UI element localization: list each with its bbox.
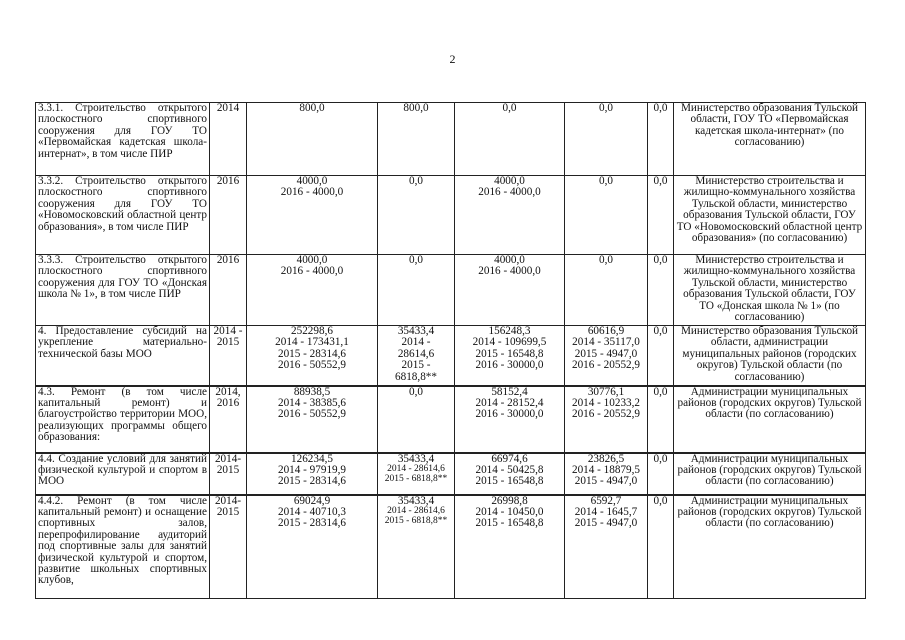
term-cell: 2014 - 2015 — [210, 326, 247, 386]
regional-cell-line: 2015 - 16548,8 — [475, 517, 544, 530]
total-cell-line: 2016 - 50552,9 — [277, 359, 347, 372]
executor-cell: Администрации муниципальных районов (городских округов) Тульской области (по согласованию) — [674, 386, 866, 453]
federal-cell-line: 35433,4 — [397, 325, 435, 337]
local-cell-line: 23826,5 — [587, 452, 625, 465]
regional-cell-line: 2016 - 4000,0 — [478, 265, 541, 278]
local-cell-line: 6592,7 — [590, 494, 622, 507]
federal-cell — [378, 176, 455, 255]
federal-cell-line: 2014 - 28614,6 — [387, 505, 445, 516]
federal-cell — [378, 103, 455, 176]
federal-cell — [378, 386, 455, 453]
federal-cell-line: 2015 - 6818,8** — [384, 515, 448, 526]
total-cell — [247, 386, 378, 453]
activity-name-cell: 4. Предоставление субсидий на укрепление материально-технической базы МОО — [36, 326, 210, 386]
local-cell-line: 2015 - 4947,0 — [574, 475, 638, 488]
activity-name-cell: 3.3.1. Строительство открытого плоскостного спортивного сооружения для ГОУ ТО «Первомайская кадетская школа-интернат», в том числе ПИР — [36, 103, 210, 176]
other-sources-cell: 0,0 — [648, 255, 674, 326]
regional-cell-line: 58152,4 — [491, 385, 528, 398]
total-cell-line: 88938,5 — [293, 385, 331, 398]
total-cell-line: 2015 - 28314,6 — [277, 475, 347, 488]
local-cell-line: 60616,9 — [587, 325, 625, 337]
total-cell-line: 69024,9 — [293, 494, 331, 507]
other-sources-cell: 0,0 — [648, 453, 674, 495]
term-cell: 2014-2015 — [210, 495, 247, 599]
total-cell-line: 2014 - 173431,1 — [275, 336, 349, 349]
regional-cell — [455, 176, 565, 255]
local-cell-line: 0,0 — [599, 102, 613, 114]
executor-cell: Министерство образования Тульской области, ГОУ ТО «Первомайская кадетская школа-интернат» (по согласованию) — [674, 103, 866, 176]
federal-cell-line: 2014 - — [401, 336, 431, 349]
federal-cell-line: 2014 - 28614,6 — [387, 463, 445, 474]
total-cell — [247, 495, 378, 599]
table-row — [36, 176, 866, 255]
federal-cell — [378, 255, 455, 326]
executor-cell: Министерство строительства и жилищно-коммунального хозяйства Тульской области, министерство образования Тульской области, ГОУ ТО «Новомосковский областной центр образования» (по согласованию) — [674, 176, 866, 255]
regional-cell-line: 2016 - 30000,0 — [475, 359, 544, 372]
regional-cell — [455, 386, 565, 453]
regional-cell-line: 26998,8 — [491, 494, 528, 507]
table-row — [36, 103, 866, 176]
regional-cell — [455, 453, 565, 495]
table-row — [36, 255, 866, 326]
local-cell-line: 0,0 — [599, 175, 613, 187]
federal-cell-line: 0,0 — [409, 175, 423, 187]
local-cell-line: 2014 - 10233,2 — [571, 396, 641, 409]
total-cell-line: 2016 - 4000,0 — [280, 186, 344, 199]
activity-name-cell: 3.3.3. Строительство открытого плоскостного спортивного сооружения для ГОУ ТО «Донская школа № 1», в том числе ПИР — [36, 255, 210, 326]
local-cell-line: 2015 - 4947,0 — [574, 517, 638, 530]
regional-cell-line: 2014 - 50425,8 — [475, 463, 544, 476]
total-cell-line: 126234,5 — [291, 452, 333, 465]
other-sources-cell: 0,0 — [648, 326, 674, 386]
other-sources-cell: 0,0 — [648, 386, 674, 453]
local-cell — [565, 255, 648, 326]
regional-cell — [455, 103, 565, 176]
local-cell-line: 2014 - 1645,7 — [574, 505, 638, 518]
regional-cell-line: 2015 - 16548,8 — [475, 475, 544, 488]
table-row — [36, 495, 866, 599]
total-cell — [247, 255, 378, 326]
total-cell-line: 252298,6 — [291, 325, 333, 337]
total-cell — [247, 453, 378, 495]
regional-cell-line: 2014 - 28152,4 — [475, 396, 544, 409]
activity-name-cell: 3.3.2. Строительство открытого плоскостного спортивного сооружения для ГОУ ТО «Новомосковский областной центр образования», в том числе ПИР — [36, 176, 210, 255]
regional-cell-line: 4000,0 — [494, 254, 525, 266]
executor-cell: Администрации муниципальных районов (городских округов) Тульской области (по согласованию) — [674, 495, 866, 599]
activity-name-cell: 4.4.2. Ремонт (в том числе капитальный ремонт) и оснащение спортивных залов, перепрофилирование аудиторий под спортивные залы для занятий физической культурой и спортом, развитие школьных спортивных клубов, — [36, 495, 210, 599]
local-cell — [565, 386, 648, 453]
local-cell-line: 0,0 — [599, 254, 613, 266]
regional-cell-line: 2015 - 16548,8 — [475, 347, 544, 360]
federal-cell-line: 2015 - — [401, 359, 431, 372]
table-row — [36, 386, 866, 453]
local-cell-line: 2014 - 35117,0 — [572, 336, 640, 349]
total-cell-line: 2014 - 38385,6 — [277, 396, 347, 409]
federal-cell — [378, 453, 455, 495]
executor-cell: Министерство строительства и жилищно-коммунального хозяйства Тульской области, министерство образования Тульской области, ГОУ ТО «Донская школа № 1» (по согласованию) — [674, 255, 866, 326]
total-cell-line: 2015 - 28314,6 — [277, 347, 347, 360]
total-cell-line: 2016 - 4000,0 — [280, 265, 344, 278]
table-body — [36, 103, 866, 599]
total-cell-line: 2014 - 97919,9 — [277, 463, 347, 476]
activity-name-cell: 4.3. Ремонт (в том числе капитальный ремонт) и благоустройство территории МОО, реализующих программы общего образования: — [36, 386, 210, 453]
local-cell — [565, 495, 648, 599]
local-cell-line: 2016 - 20552,9 — [571, 359, 641, 372]
federal-cell-line: 35433,4 — [397, 494, 435, 507]
regional-cell-line: 156248,3 — [488, 325, 531, 337]
federal-cell-line: 35433,4 — [397, 452, 435, 465]
local-cell — [565, 326, 648, 386]
other-sources-cell: 0,0 — [648, 176, 674, 255]
total-cell-line: 4000,0 — [296, 254, 328, 266]
regional-cell-line: 2016 - 4000,0 — [478, 186, 541, 199]
total-cell — [247, 176, 378, 255]
other-sources-cell: 0,0 — [648, 103, 674, 176]
regional-cell-line: 2016 - 30000,0 — [475, 408, 544, 421]
regional-cell-line: 0,0 — [502, 102, 517, 114]
federal-cell-line: 0,0 — [409, 254, 423, 266]
executor-cell: Администрации муниципальных районов (городских округов) Тульской области (по согласованию) — [674, 453, 866, 495]
regional-cell-line: 4000,0 — [494, 175, 525, 187]
executor-cell: Министерство образования Тульской области, администрации муниципальных районов (городских округов) Тульской области (по согласованию) — [674, 326, 866, 386]
federal-cell-line: 2015 - 6818,8** — [384, 473, 448, 484]
regional-cell-line: 66974,6 — [491, 452, 528, 465]
regional-cell-line: 2014 - 109699,5 — [472, 336, 547, 349]
term-cell: 2014 — [210, 103, 247, 176]
activity-name-cell: 4.4. Создание условий для занятий физической культурой и спортом в МОО — [36, 453, 210, 495]
local-cell-line: 2016 - 20552,9 — [571, 408, 641, 421]
federal-cell-line: 28614,6 — [397, 347, 435, 360]
regional-cell — [455, 326, 565, 386]
federal-cell-line: 0,0 — [409, 385, 423, 398]
budget-table — [35, 102, 866, 599]
page-number: 2 — [449, 52, 456, 66]
local-cell — [565, 176, 648, 255]
local-cell-line: 2015 - 4947,0 — [574, 347, 638, 360]
term-cell: 2014-2015 — [210, 453, 247, 495]
total-cell-line: 2015 - 28314,6 — [277, 517, 347, 530]
term-cell: 2016 — [210, 176, 247, 255]
table-row — [36, 453, 866, 495]
total-cell-line: 800,0 — [299, 102, 325, 114]
term-cell: 2016 — [210, 255, 247, 326]
table-row — [36, 326, 866, 386]
federal-cell-line: 800,0 — [403, 102, 429, 114]
federal-cell-line: 6818,8** — [395, 370, 437, 383]
local-cell — [565, 453, 648, 495]
local-cell-line: 2014 - 18879,5 — [571, 463, 641, 476]
regional-cell-line: 2014 - 10450,0 — [475, 505, 544, 518]
federal-cell — [378, 495, 455, 599]
term-cell: 2014, 2016 — [210, 386, 247, 453]
regional-cell — [455, 255, 565, 326]
total-cell-line: 2016 - 50552,9 — [277, 408, 347, 421]
local-cell — [565, 103, 648, 176]
federal-cell — [378, 326, 455, 386]
total-cell-line: 4000,0 — [296, 175, 328, 187]
total-cell — [247, 326, 378, 386]
regional-cell — [455, 495, 565, 599]
local-cell-line: 30776,1 — [587, 385, 625, 398]
other-sources-cell: 0,0 — [648, 495, 674, 599]
total-cell — [247, 103, 378, 176]
total-cell-line: 2014 - 40710,3 — [277, 505, 347, 518]
